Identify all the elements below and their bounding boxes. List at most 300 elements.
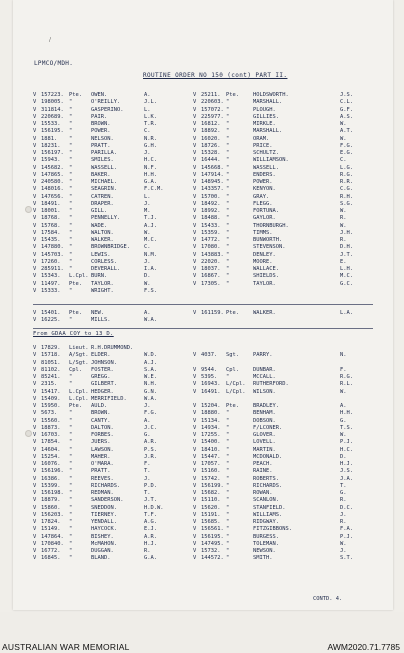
left-number: 15333. [41,287,61,294]
left-number: 15718. [41,352,61,359]
right-initials: P.J. [340,439,353,446]
right-rank: L/Cpl. [226,388,246,395]
right-prefix: V [193,142,197,149]
right-prefix: V [193,193,197,200]
archive-name: AUSTRALIAN WAR MEMORIAL [2,642,130,652]
roll-entry [13,526,393,533]
roll-entry [13,99,393,106]
right-rank: " [226,222,230,229]
right-number: 15685. [201,519,221,525]
left-surname: DALTON. [91,424,114,431]
right-prefix: V [193,432,197,438]
left-prefix: V [33,366,37,373]
left-number: 147864. [41,533,64,540]
left-number: 2315. [41,381,58,388]
left-number: 16845. [41,555,61,562]
left-rank: " [69,193,73,200]
roll-entry [13,201,393,208]
right-initials: J.S. [340,468,353,475]
right-number: 16943. [201,381,221,388]
right-prefix: V [193,511,197,518]
right-surname: BURGESS. [253,533,279,540]
right-prefix: V [193,215,197,222]
right-surname: GLOVER. [253,432,276,438]
right-initials: T. [340,482,347,489]
right-number: 18880. [201,410,221,417]
right-rank: " [226,135,230,142]
left-rank: " [69,439,73,446]
left-rank: " [69,555,73,562]
right-number: 17080. [201,244,221,251]
right-initials: A. [340,403,347,409]
left-prefix: V [33,453,37,460]
left-rank: " [69,461,73,467]
right-rank: " [226,186,230,193]
left-rank: L.Cpl. [69,273,89,280]
right-surname: WALLACE. [253,266,279,272]
left-number: 15768. [41,222,61,229]
right-surname: TIMMS. [253,229,273,236]
right-initials: C.L. [340,99,353,106]
left-initials: E.J. [144,526,157,533]
roll-entry [13,223,393,230]
roll-entry [13,403,393,410]
left-rank: " [69,446,73,453]
right-number: 16812. [201,121,221,127]
right-prefix: V [193,490,197,496]
right-number: 4037. [201,352,218,359]
right-number: 15433. [201,222,221,229]
left-rank: " [69,179,73,185]
right-surname: BUNWORTH. [253,237,283,243]
roll-entry [13,114,393,121]
right-number: 15732. [201,548,221,554]
left-rank: Pte. [69,280,82,287]
right-number: 18037. [201,266,221,272]
right-prefix: V [193,280,197,287]
roll-entry [13,310,393,317]
left-rank: L/Sgt. [69,359,89,366]
left-rank: Lieut. [69,345,89,351]
right-prefix: V [193,150,197,156]
right-number: 14772. [201,237,221,243]
left-prefix: V [33,135,37,142]
right-number: 16867. [201,273,221,280]
left-prefix: V [33,215,37,222]
right-rank: Pte. [226,310,239,316]
left-number: 157223. [41,92,64,98]
left-surname: FORBES. [91,432,114,438]
right-number: 225977. [201,113,224,120]
left-prefix: V [33,490,37,496]
right-surname: THORNBURGH. [253,222,289,229]
right-surname: PEACH. [253,461,273,467]
right-prefix: V [193,497,197,504]
left-number: 15533. [41,121,61,127]
roll-entry [13,237,393,244]
right-rank: " [226,113,230,120]
roll-entry [13,273,393,280]
right-number: 18892. [201,128,221,135]
right-number: 18410. [201,446,221,453]
right-prefix: V [193,273,197,280]
left-rank: " [69,417,73,424]
left-surname: MERRIFIELD. [91,395,127,402]
right-rank: Pte. [226,403,239,409]
roll-entry [13,476,393,483]
right-prefix: V [193,374,197,380]
left-rank: " [69,244,73,251]
left-rank: " [69,157,73,164]
left-initials: N.R. [144,135,157,142]
left-surname: AULD. [91,403,108,409]
left-initials: J.R. [144,453,157,460]
left-prefix: V [33,200,37,207]
roll-entry [13,281,393,288]
right-surname: MARTIN. [253,446,276,453]
right-number: 15204. [201,403,221,409]
left-surname: YENDALL. [91,519,117,525]
roll-entry [13,288,393,295]
right-prefix: V [193,251,197,258]
left-number: 16703. [41,432,61,438]
left-surname: JOHNSON. [91,359,117,366]
right-number: 16444. [201,157,221,164]
left-prefix: V [33,519,37,525]
right-rank: " [226,215,230,222]
right-prefix: V [193,128,197,135]
roll-entry [13,136,393,143]
roll-entry [13,317,393,324]
roll-entry [13,172,393,179]
left-number: 81102. [41,366,61,373]
right-prefix: V [193,92,197,98]
left-initials: D. [144,273,151,280]
left-number: 147865. [41,171,64,178]
archive-accession: AWM2020.71.7785 [327,642,400,652]
left-prefix: V [33,317,37,324]
right-rank: " [226,171,230,178]
roll-entry [13,410,393,417]
right-surname: MCCALL. [253,374,276,380]
roll-entry [13,425,393,432]
left-rank: " [69,453,73,460]
left-surname: BURN. [91,273,108,280]
left-rank: " [69,222,73,229]
left-rank: " [69,106,73,113]
left-surname: R.H.DRUMMOND. [91,345,134,351]
right-surname: SHIELDS. [253,273,279,280]
left-prefix: V [33,244,37,251]
left-initials: H.H. [144,171,157,178]
right-surname: WALKER. [253,310,276,316]
left-initials: J. [144,200,151,207]
left-number: 18491. [41,200,61,207]
left-initials: J. [144,403,151,409]
right-initials: S.G. [340,200,353,207]
roll-entry [13,519,393,526]
left-surname: CORLESS. [91,258,117,265]
right-number: 14934. [201,424,221,431]
left-prefix: V [33,548,37,554]
roll-entry [13,194,393,201]
right-rank: " [226,266,230,272]
left-surname: DEVERALL. [91,266,121,272]
left-number: 16386. [41,475,61,482]
section-divider [33,328,373,329]
left-number: 311814. [41,106,64,113]
left-surname: REDMAN. [91,490,114,496]
left-prefix: V [33,497,37,504]
left-surname: McMAHON. [91,540,117,547]
right-initials: F. [340,366,347,373]
left-rank: " [69,229,73,236]
left-initials: H.D.W. [144,504,164,511]
right-surname: DOBSON. [253,417,276,424]
right-number: 18992. [201,208,221,214]
continued-note: CONTD. 4. [313,596,343,602]
left-initials: A.J. [144,222,157,229]
left-initials: C. [144,128,151,135]
left-number: 170840. [41,540,64,547]
left-rank: " [69,497,73,504]
left-initials: F.G. [144,410,157,417]
left-surname: RICHARDS. [91,482,121,489]
right-rank: " [226,244,230,251]
left-surname: OWEN. [91,92,108,98]
right-initials: R.G. [340,171,353,178]
roll-entry [13,244,393,251]
right-initials: G.F. [340,106,353,113]
right-initials: P.J. [340,533,353,540]
left-initials: J. [144,475,151,482]
right-number: 161159. [201,310,224,316]
left-initials: G.A. [144,179,157,185]
right-prefix: V [193,540,197,547]
left-rank: " [69,374,73,380]
right-number: 147914. [201,171,224,178]
left-prefix: V [33,179,37,185]
right-surname: TAYLOR. [253,280,276,287]
left-number: 17824. [41,519,61,525]
left-initials: I.A. [144,266,157,272]
right-surname: FORTUNA. [253,208,279,214]
right-number: 147495. [201,540,224,547]
right-number: 16491. [201,388,221,395]
right-number: 148945. [201,179,224,185]
left-number: 18879. [41,497,61,504]
left-prefix: V [33,359,37,366]
right-surname: RICHARDS. [253,482,283,489]
right-initials: F.G. [340,142,353,149]
left-prefix: V [33,533,37,540]
right-prefix: V [193,229,197,236]
right-initials: J.A. [340,475,353,482]
left-initials: J.L. [144,99,157,106]
right-surname: HOLDSWORTH. [253,92,289,98]
archive-footer [0,612,404,653]
right-surname: DENLEY. [253,251,276,258]
right-number: 25211. [201,92,221,98]
right-surname: ROBERTS. [253,475,279,482]
right-prefix: V [193,200,197,207]
right-rank: " [226,468,230,475]
right-rank: " [226,142,230,149]
right-initials: L.H. [340,266,353,272]
left-initials: W. [144,229,151,236]
left-prefix: V [33,157,37,164]
right-number: 157072. [201,106,224,113]
right-surname: WILSON. [253,388,276,395]
right-initials: J.T. [340,251,353,258]
left-surname: GILBERT. [91,381,117,388]
page-mark: / [49,36,51,44]
roll-entry [13,360,393,367]
right-initials: R.G. [340,374,353,380]
roll-entry [13,447,393,454]
right-rank: " [226,446,230,453]
right-initials: W. [340,540,347,547]
right-initials: L.G. [340,164,353,171]
roll-entry [13,497,393,504]
left-surname: BROWN. [91,121,111,127]
right-initials: G.C. [340,280,353,287]
right-number: 17255. [201,432,221,438]
roll-entry [13,367,393,374]
right-number: 156195. [201,533,224,540]
right-number: 22020. [201,258,221,265]
left-initials: H.C. [144,157,157,164]
right-initials: S.T. [340,555,353,562]
left-number: 15560. [41,417,61,424]
nominal-roll-section-2 [13,310,393,325]
right-number: 18492. [201,200,221,207]
roll-entry [13,208,393,215]
left-number: 156195. [41,128,64,135]
left-surname: SEAGRIN. [91,186,117,193]
left-surname: SANDERSON. [91,497,124,504]
left-initials: A.R. [144,533,157,540]
left-initials: W.A. [144,395,157,402]
roll-entry [13,230,393,237]
right-prefix: V [193,548,197,554]
left-rank: " [69,171,73,178]
left-initials: L. [144,106,151,113]
left-rank: " [69,121,73,127]
right-prefix: V [193,157,197,164]
right-initials: R.L. [340,381,353,388]
left-number: 148016. [41,186,64,193]
right-prefix: V [193,179,197,185]
right-surname: LOVELL. [253,439,276,446]
left-initials: W. [144,280,151,287]
left-number: 18001. [41,208,61,214]
left-surname: BAKER. [91,171,111,178]
left-surname: PAIR. [91,113,108,120]
left-surname: POWER. [91,128,111,135]
roll-entry [13,389,393,396]
left-initials: F.S. [144,287,157,294]
left-prefix: V [33,417,37,424]
right-rank: " [226,548,230,554]
right-number: 15134. [201,417,221,424]
right-number: 144572. [201,555,224,562]
right-rank: " [226,482,230,489]
left-initials: L. [144,193,151,200]
right-surname: F/LCONER. [253,424,283,431]
right-rank: " [226,150,230,156]
right-prefix: V [193,475,197,482]
left-surname: MILLS. [91,317,111,324]
left-surname: WALKER. [91,237,114,243]
right-surname: MARSHALL. [253,128,283,135]
right-prefix: V [193,403,197,409]
roll-entry [13,418,393,425]
roll-entry [13,396,393,403]
left-prefix: V [33,273,37,280]
right-rank: " [226,432,230,438]
right-rank: " [226,99,230,106]
left-surname: GASPERINO. [91,106,124,113]
right-surname: SCANLON. [253,497,279,504]
right-initials: J. [340,548,347,554]
left-prefix: V [33,150,37,156]
left-surname: BROWN. [91,410,111,417]
left-number: 15401. [41,310,61,316]
nominal-roll-section-1 [13,92,393,295]
left-rank: Pte. [69,403,82,409]
left-number: 85241. [41,374,61,380]
left-number: 17584. [41,229,61,236]
left-prefix: V [33,142,37,149]
left-surname: WRIGHT. [91,287,114,294]
left-initials: H.J. [144,540,157,547]
right-surname: TOLEMAN. [253,540,279,547]
left-number: 156196. [41,468,64,475]
left-rank: " [69,99,73,106]
right-number: 18726. [201,142,221,149]
right-rank: " [226,439,230,446]
right-number: 17057. [201,461,221,467]
right-initials: N. [340,352,347,359]
left-rank: " [69,208,73,214]
right-initials: E.G. [340,150,353,156]
right-initials: L.A. [340,310,353,316]
right-rank: " [226,200,230,207]
left-prefix: V [33,374,37,380]
right-rank: " [226,540,230,547]
left-prefix: V [33,287,37,294]
left-initials: W.A. [144,317,157,324]
left-surname: PRATT. [91,468,111,475]
left-prefix: V [33,395,37,402]
left-rank: " [69,519,73,525]
right-number: 15110. [201,497,221,504]
roll-entry [13,468,393,475]
left-prefix: V [33,258,37,265]
left-initials: W.E. [144,374,157,380]
right-rank: " [226,533,230,540]
right-number: 15700. [201,193,221,200]
left-initials: A.G. [144,519,157,525]
left-rank: " [69,468,73,475]
left-prefix: V [33,222,37,229]
left-number: 18873. [41,424,61,431]
left-surname: CATREN. [91,193,114,200]
left-initials: J. [144,150,151,156]
right-rank: " [226,555,230,562]
left-initials: P.D. [144,482,157,489]
